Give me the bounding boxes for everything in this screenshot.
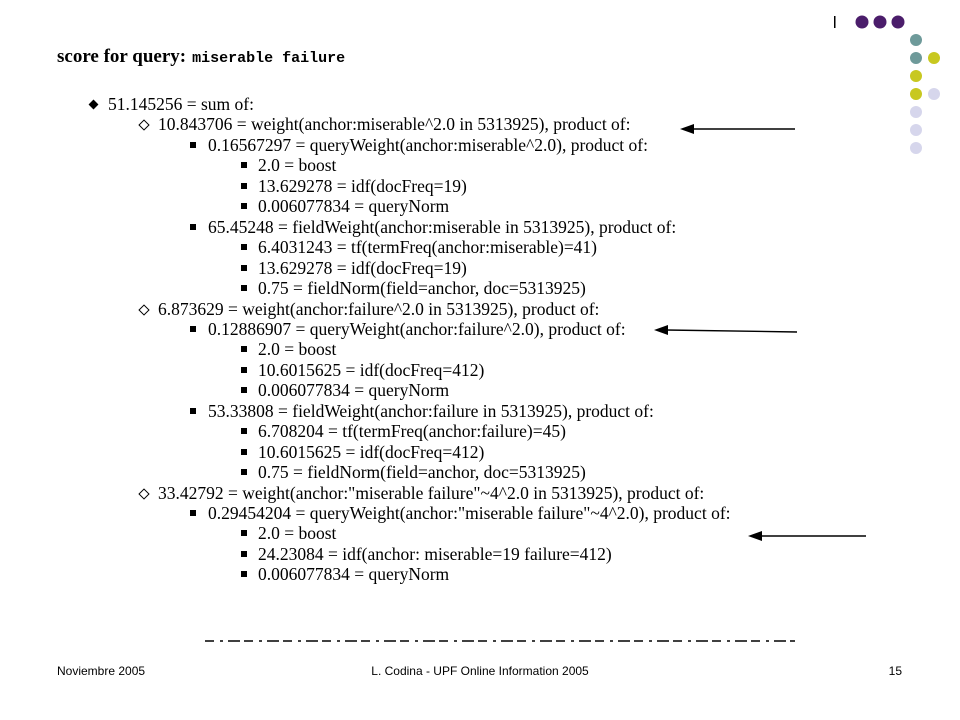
score-line: 0.12886907 = queryWeight(anchor:failure^2.0), product of: (208, 318, 626, 339)
arrow-3 (748, 531, 866, 541)
title-query: miserable failure (192, 50, 346, 67)
score-line: 6.873629 = weight(anchor:failure^2.0 in 5313925), product of: (158, 298, 600, 319)
score-line: 65.45248 = fieldWeight(anchor:miserable in 5313925), product of: (208, 216, 677, 237)
score-line: 10.6015625 = idf(docFreq=412) (258, 441, 485, 462)
score-line: 0.006077834 = queryNorm (258, 380, 450, 401)
footer-date: Noviembre 2005 (57, 664, 146, 678)
score-line: 0.75 = fieldNorm(field=anchor, doc=5313925) (258, 278, 586, 299)
title-prefix: score for query: (57, 46, 187, 67)
score-line: 6.4031243 = tf(termFreq(anchor:miserable)=41) (258, 237, 598, 258)
arrow-1 (680, 124, 795, 134)
arrow-2 (654, 325, 797, 335)
page-number: 15 (888, 664, 902, 678)
footer-author: L. Codina - UPF Online Information 2005 (371, 664, 589, 678)
score-line: 53.33808 = fieldWeight(anchor:failure in 5313925), product of: (208, 400, 654, 421)
score-line: 0.006077834 = queryNorm (258, 564, 450, 585)
score-line: 6.708204 = tf(termFreq(anchor:failure)=45) (258, 421, 566, 442)
score-line: 51.145256 = sum of: (108, 94, 254, 114)
score-line: 13.629278 = idf(docFreq=19) (258, 175, 467, 196)
score-line: 0.75 = fieldNorm(field=anchor, doc=5313925) (258, 462, 586, 483)
score-line: 33.42792 = weight(anchor:"miserable failure"~4^2.0 in 5313925), product of: (158, 482, 705, 503)
score-line: 0.16567297 = queryWeight(anchor:miserable^2.0), product of: (208, 134, 648, 155)
score-line: 2.0 = boost (258, 155, 337, 176)
score-line: 0.006077834 = queryNorm (258, 196, 450, 217)
score-line: 24.23084 = idf(anchor: miserable=19 failure=412) (258, 543, 612, 564)
score-line: 13.629278 = idf(docFreq=19) (258, 257, 467, 278)
score-line: 2.0 = boost (258, 523, 337, 544)
score-line: 0.29454204 = queryWeight(anchor:"miserable failure"~4^2.0), product of: (208, 503, 731, 523)
score-line: 10.843706 = weight(anchor:miserable^2.0 in 5313925), product of: (158, 114, 631, 135)
score-line: 2.0 = boost (258, 339, 337, 360)
score-line: 10.6015625 = idf(docFreq=412) (258, 359, 485, 380)
